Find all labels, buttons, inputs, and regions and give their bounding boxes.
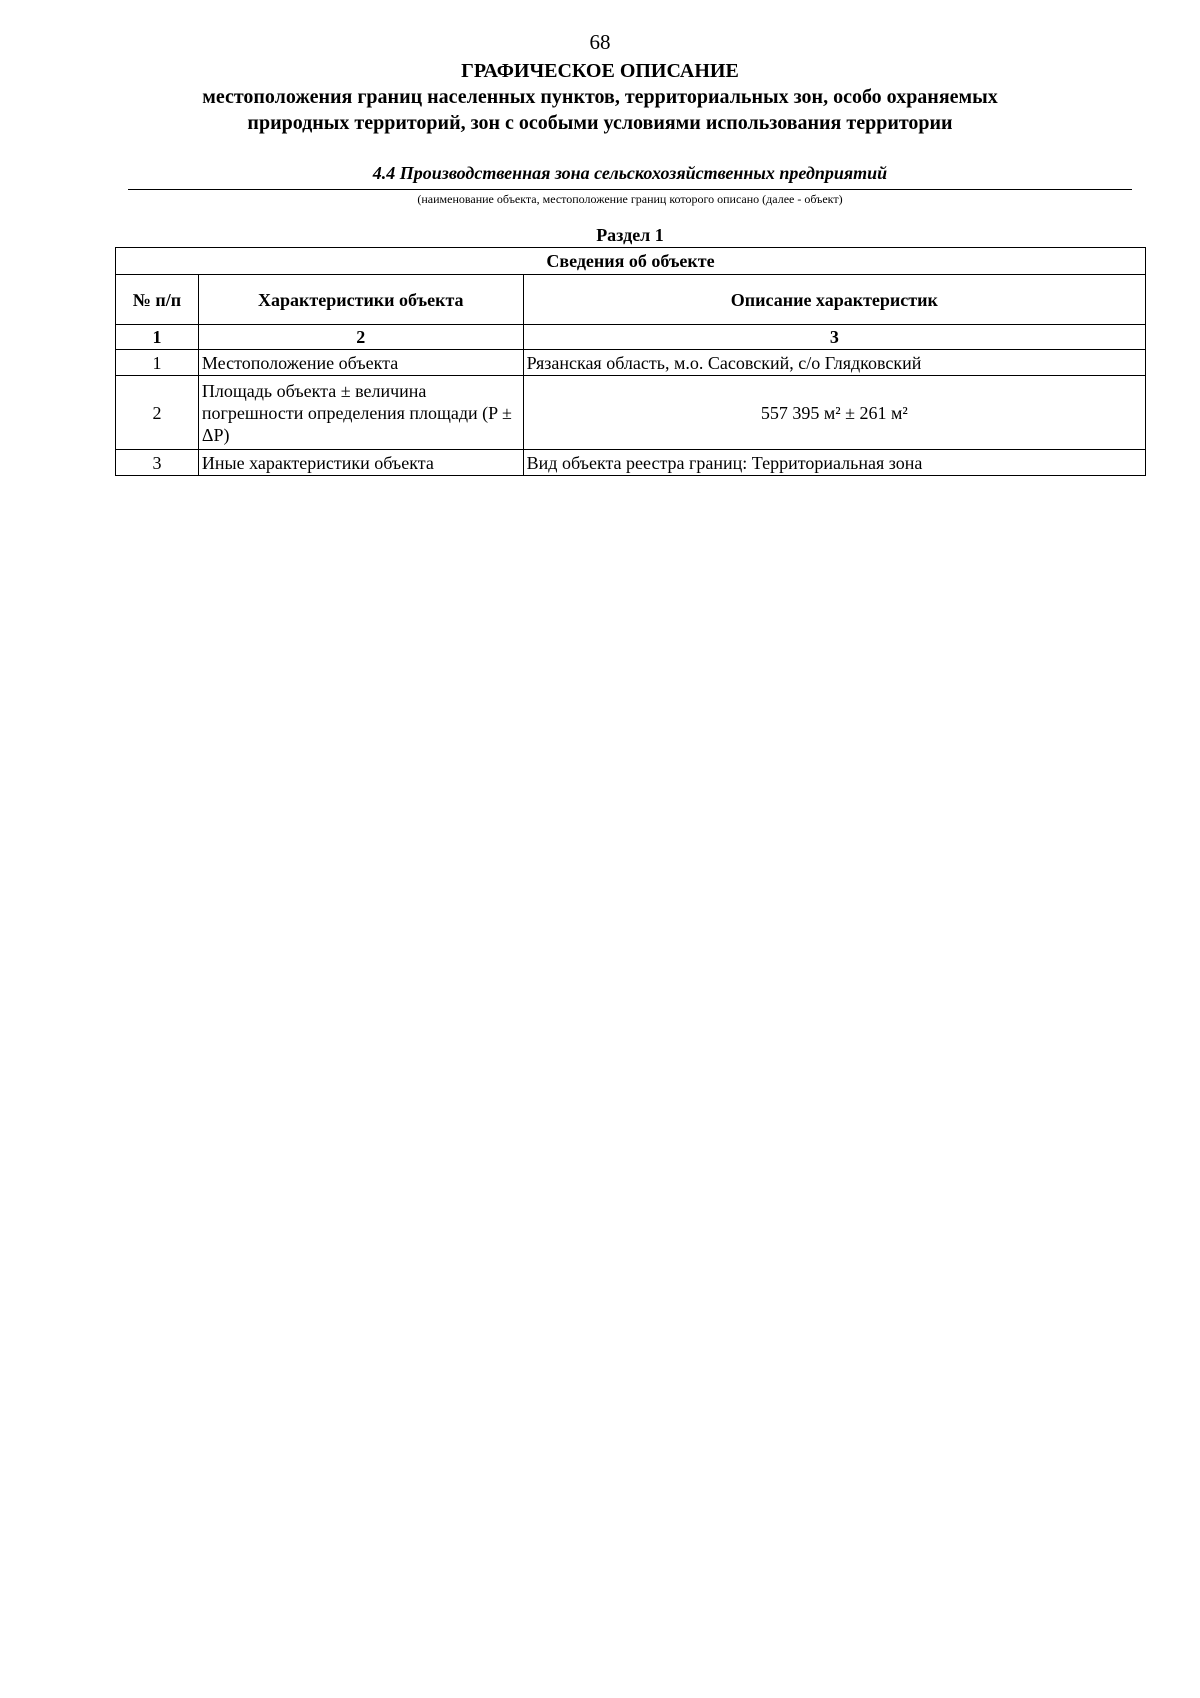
table-row	[116, 450, 1146, 476]
table-caption: Сведения об объекте	[116, 248, 1146, 275]
row-characteristic: Площадь объекта ± величина погрешности определения площади (P ± ΔP)	[198, 376, 523, 450]
page-number: 68	[589, 30, 611, 54]
object-info-table	[115, 247, 1146, 476]
row-description: 557 395 м² ± 261 м²	[523, 376, 1145, 450]
header-description: Описание характеристик	[523, 275, 1145, 325]
object-name-underline	[128, 189, 1132, 190]
column-number: 2	[198, 325, 523, 350]
section-title: Раздел 1	[596, 225, 664, 245]
row-characteristic: Иные характеристики объекта	[198, 450, 523, 476]
table-row	[116, 350, 1146, 376]
row-characteristic: Местоположение объекта	[198, 350, 523, 376]
row-num: 1	[116, 350, 199, 376]
header-num: № п/п	[116, 275, 199, 325]
column-number: 3	[523, 325, 1145, 350]
row-num: 2	[116, 376, 199, 450]
row-description: Рязанская область, м.о. Сасовский, с/о Глядковский	[523, 350, 1145, 376]
object-caption: (наименование объекта, местоположение границ которого описано (далее - объект)	[417, 192, 843, 206]
object-name: 4.4 Производственная зона сельскохозяйственных предприятий	[372, 163, 888, 183]
document-subtitle: местоположения границ населенных пунктов, территориальных зон, особо охраняемых природных территорий, зон с особыми условиями использования территории	[202, 86, 998, 134]
row-num: 3	[116, 450, 199, 476]
table-row	[116, 376, 1146, 450]
column-number: 1	[116, 325, 199, 350]
header-characteristic: Характеристики объекта	[198, 275, 523, 325]
document-title: ГРАФИЧЕСКОЕ ОПИСАНИЕ	[461, 60, 739, 82]
row-description: Вид объекта реестра границ: Территориальная зона	[523, 450, 1145, 476]
column-number-row	[116, 325, 1146, 350]
